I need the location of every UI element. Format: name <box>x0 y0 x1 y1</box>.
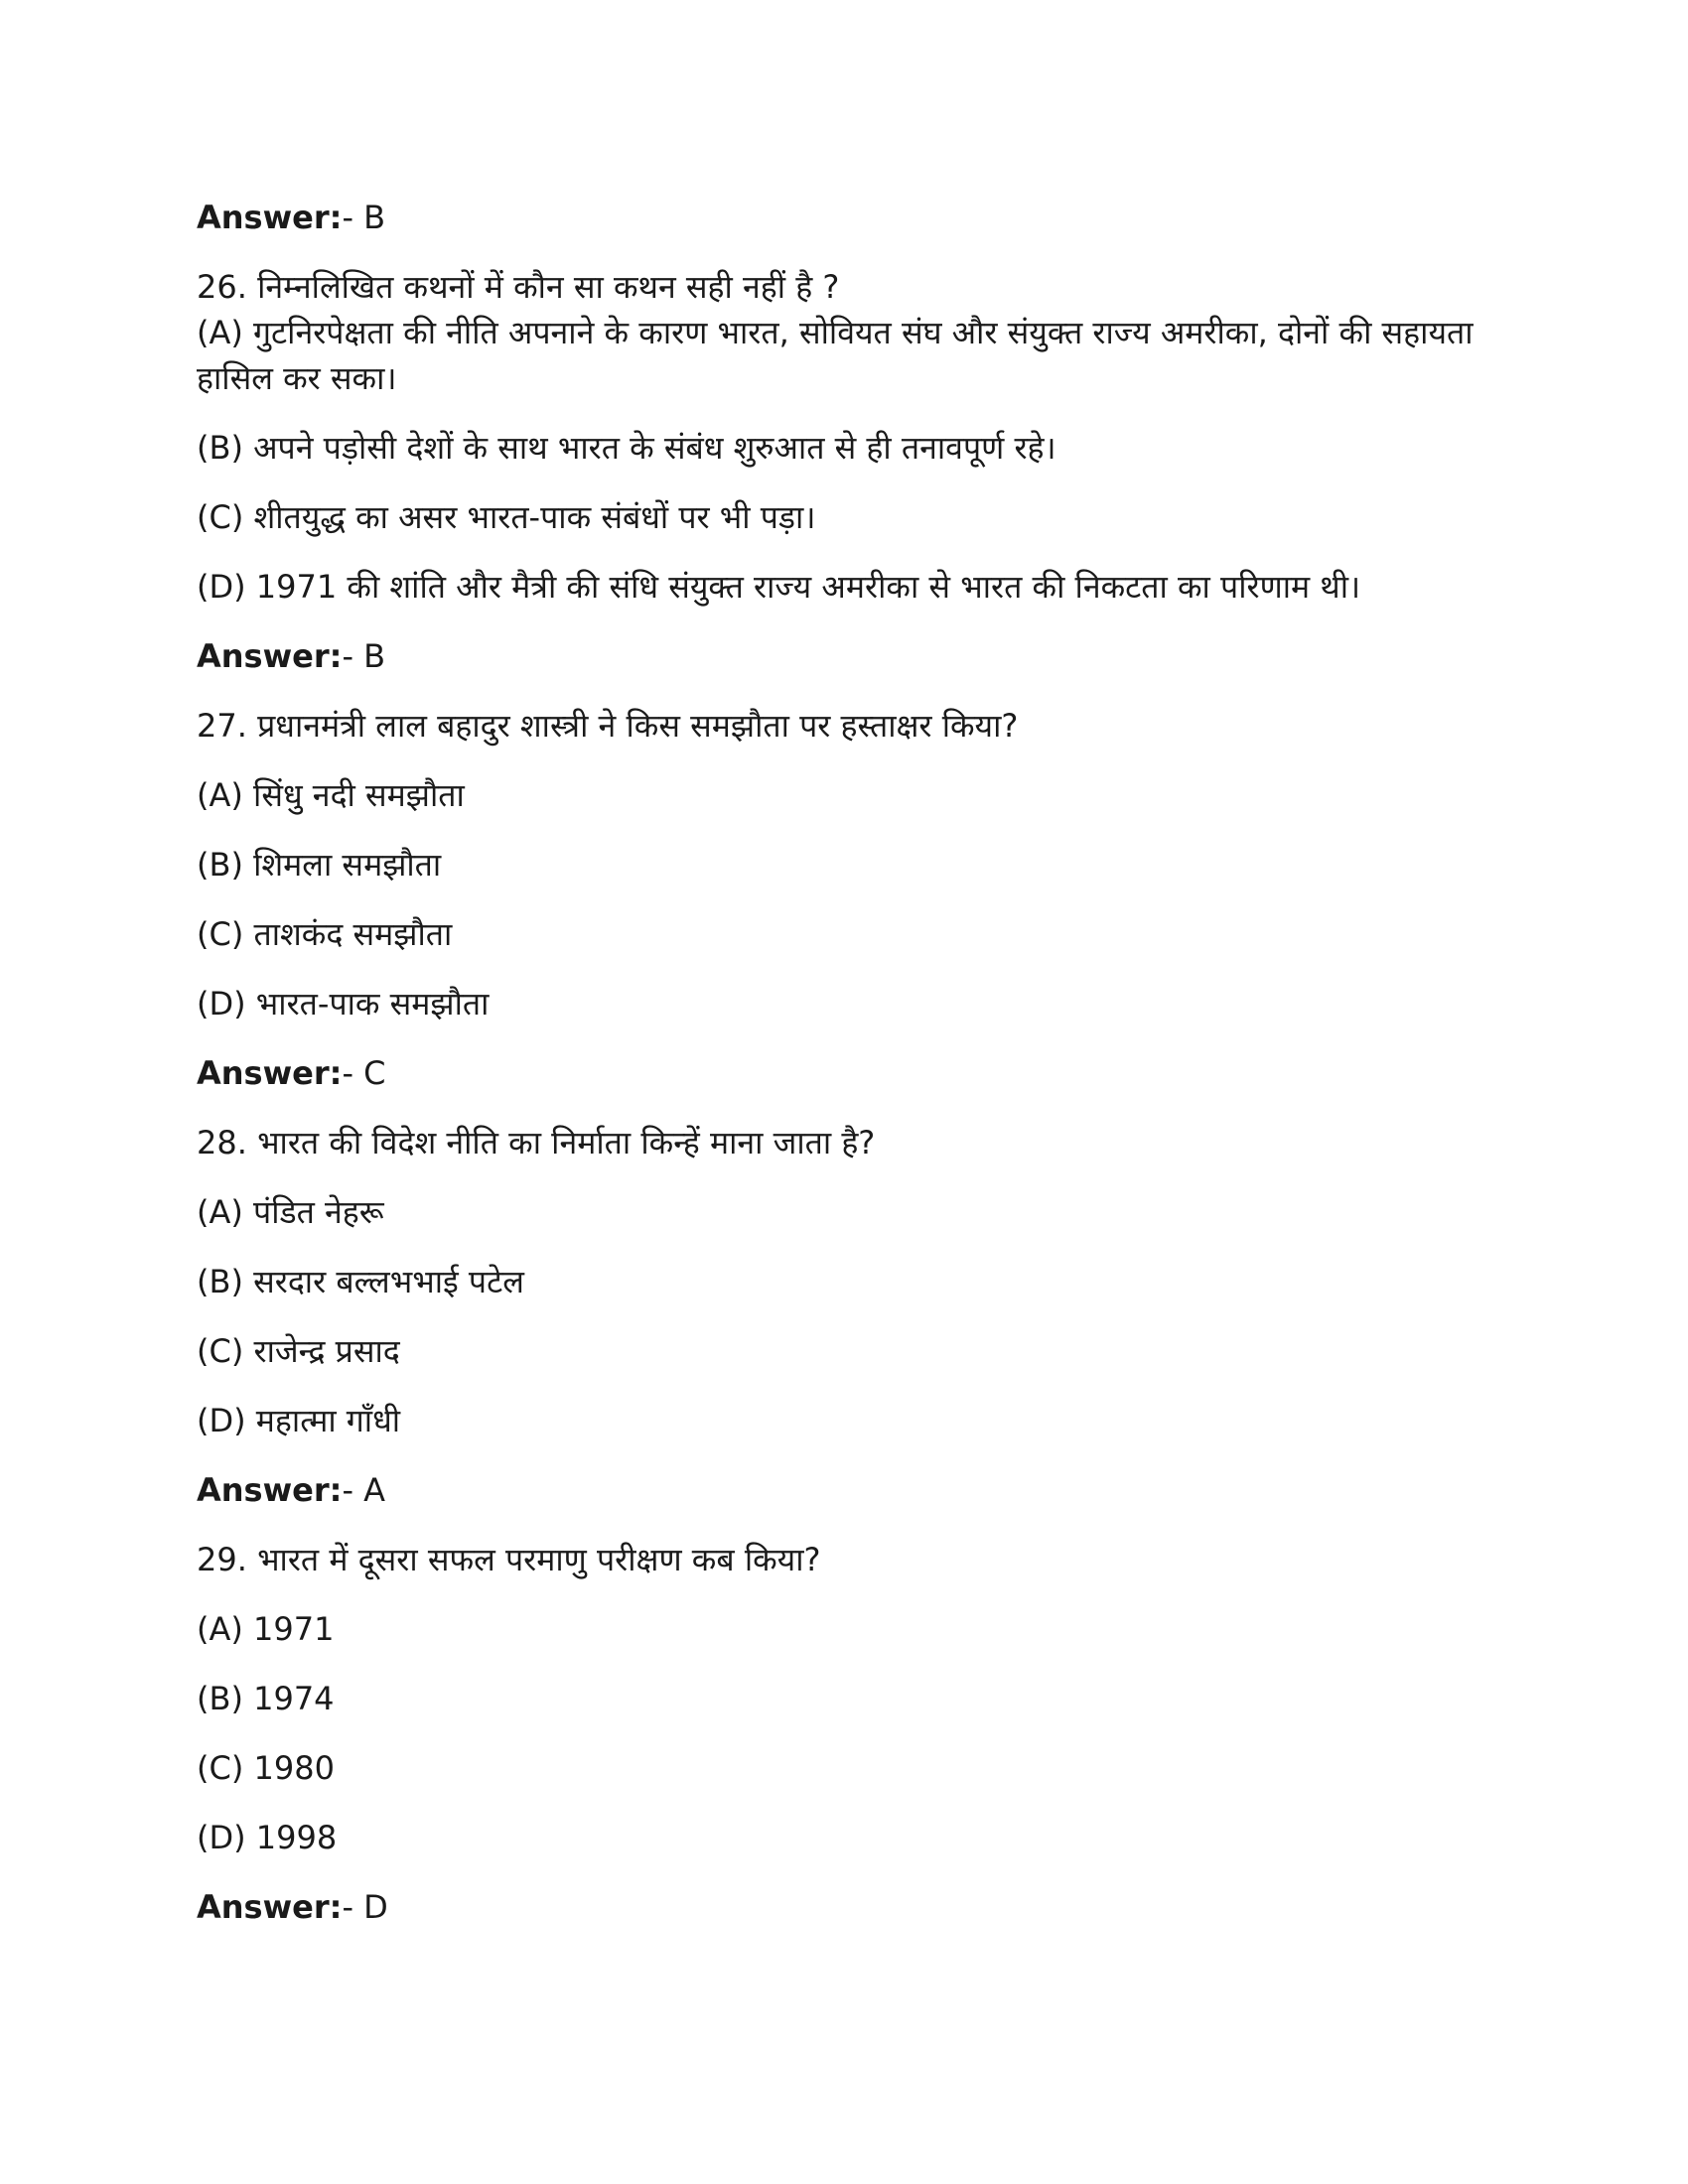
option-27-c: (C) ताशकंद समझौता <box>197 915 453 953</box>
answer-separator: - <box>342 199 364 236</box>
option-28-c: (C) राजेन्द्र प्रसाद <box>197 1332 400 1370</box>
answer-value: D <box>363 1888 388 1926</box>
question-27: 27. प्रधानमंत्री लाल बहादुर शास्त्री ने किस समझौता पर हस्ताक्षर किया? <box>197 707 1019 745</box>
answer-label: Answer: <box>197 1054 343 1092</box>
answer-value: B <box>363 637 386 675</box>
option-26-d: (D) 1971 की शांति और मैत्री की संधि संयुक्त राज्य अमरीका से भारत की निकटता का परिणाम थी। <box>197 568 1361 606</box>
answer-line <box>197 1467 1497 1513</box>
option-26-c: (C) शीतयुद्ध का असर भारत-पाक संबंधों पर भी पड़ा। <box>197 498 816 536</box>
option-29-a: (A) 1971 <box>197 1610 335 1648</box>
answer-value: C <box>363 1054 386 1092</box>
option-27-d: (D) भारत-पाक समझौता <box>197 985 490 1023</box>
option-28-b: (B) सरदार बल्लभभाई पटेल <box>197 1263 524 1300</box>
answer-separator: - <box>342 1471 364 1509</box>
answer-separator: - <box>342 637 364 675</box>
question-29: 29. भारत में दूसरा सफल परमाणु परीक्षण कब किया? <box>197 1541 821 1578</box>
answer-label: Answer: <box>197 1888 343 1926</box>
answer-line <box>197 1884 1497 1930</box>
option-29-d: (D) 1998 <box>197 1819 338 1856</box>
answer-line <box>197 633 1497 679</box>
option-27-a: (A) सिंधु नदी समझौता <box>197 776 465 814</box>
answer-label: Answer: <box>197 637 343 675</box>
answer-line <box>197 1050 1497 1096</box>
document-page <box>197 195 1497 1930</box>
answer-label: Answer: <box>197 199 343 236</box>
question-28: 28. भारत की विदेश नीति का निर्माता किन्हें माना जाता है? <box>197 1124 876 1161</box>
option-28-d: (D) महात्मा गाँधी <box>197 1402 401 1439</box>
option-26-b: (B) अपने पड़ोसी देशों के साथ भारत के संबंध शुरुआत से ही तनावपूर्ण रहे। <box>197 429 1056 467</box>
option-26-a: (A) गुटनिरपेक्षता की नीति अपनाने के कारण भारत, सोवियत संघ और संयुक्त राज्य अमरीका, दोनों की सहायता हासिल कर सका। <box>197 314 1474 397</box>
answer-line <box>197 195 1497 240</box>
answer-separator: - <box>342 1888 364 1926</box>
option-28-a: (A) पंडित नेहरू <box>197 1193 384 1231</box>
option-27-b: (B) शिमला समझौता <box>197 846 442 884</box>
question-26: 26. निम्नलिखित कथनों में कौन सा कथन सही नहीं है ? <box>197 268 840 306</box>
answer-label: Answer: <box>197 1471 343 1509</box>
option-29-b: (B) 1974 <box>197 1680 335 1717</box>
option-29-c: (C) 1980 <box>197 1749 335 1787</box>
answer-value: A <box>363 1471 386 1509</box>
answer-separator: - <box>342 1054 364 1092</box>
answer-value: B <box>363 199 386 236</box>
